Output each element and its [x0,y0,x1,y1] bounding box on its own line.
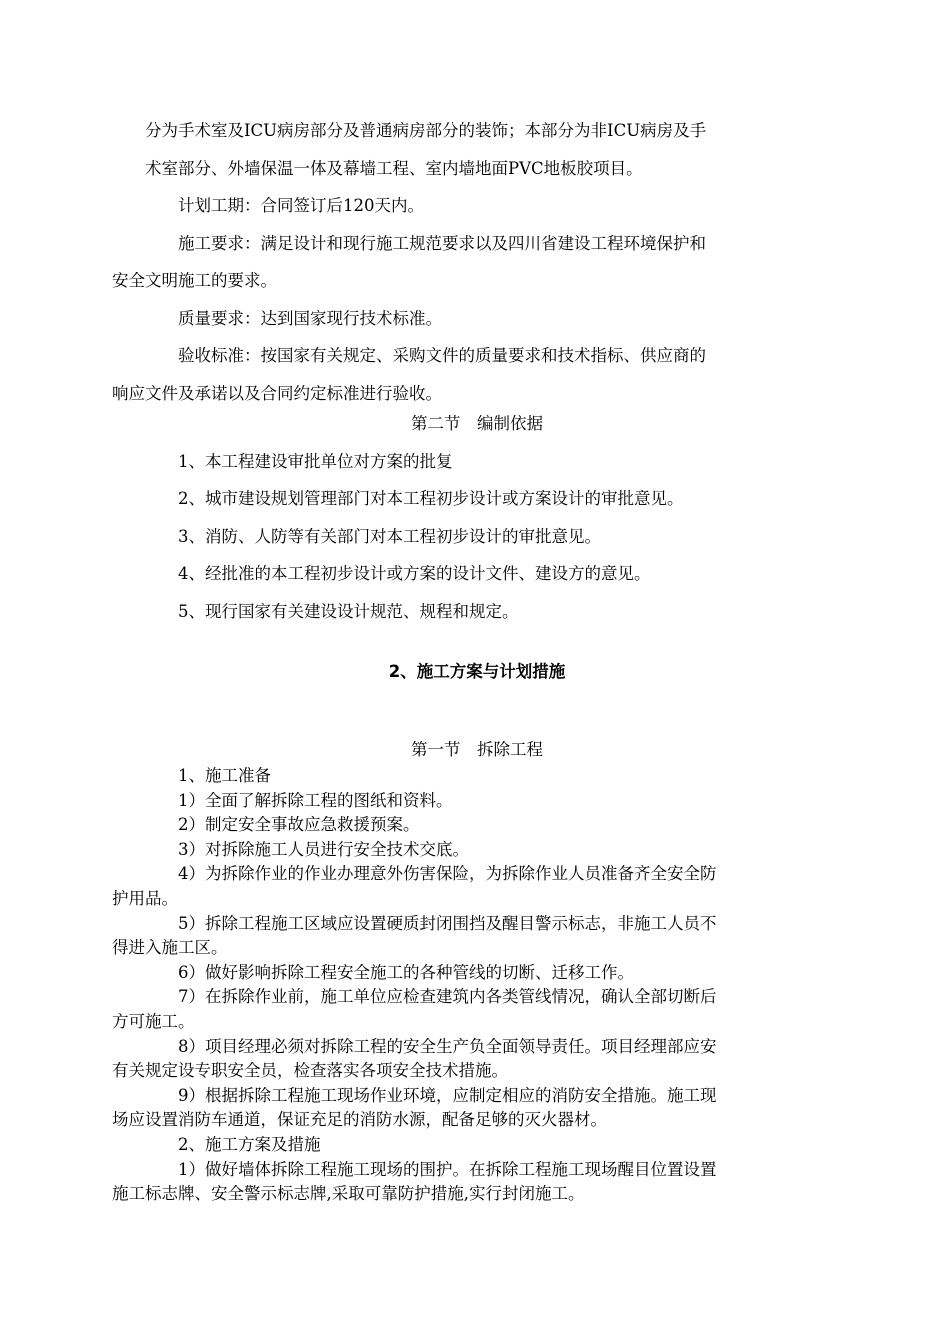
chapter-heading-block [145,658,809,682]
prep-5-line-2: 得进入施工区。 [112,938,228,958]
basis-item: 4、经批准的本工程初步设计或方案的设计文件、建设方的意见。 [178,564,651,583]
basis-item: 5、现行国家有关建设设计规范、规程和规定。 [178,601,519,621]
scope-paragraph [145,112,809,187]
prep-item [112,1084,809,1133]
prep-item [112,912,809,961]
prep-item: 6）做好影响拆除工程安全施工的各种管线的切断、迁移工作。 [178,962,634,982]
prep-item: 2）制定安全事故应急救援预案。 [178,815,420,835]
prep-item: 3）对拆除施工人员进行安全技术交底。 [178,839,469,859]
compilation-basis-section [145,405,809,630]
scope-line-1: 分为手术室及ICU病房部分及普通病房部分的装饰；本部分为非ICU病房及手 [145,121,707,140]
prep-8-line-1: 8）项目经理必须对拆除工程的安全生产负全面领导责任。项目经理部应安 [178,1036,717,1056]
section-title: 第一节 拆除工程 [411,740,543,759]
prep-9-line-1: 9）根据拆除工程施工现场作业环境，应制定相应的消防安全措施。施工现 [178,1085,717,1105]
chapter-title: 2、施工方案与计划措施 [388,662,566,681]
subsection-title: 1、施工准备 [178,766,271,785]
prep-7-line-1: 7）在拆除作业前，施工单位应检查建筑内各类管线情况，确认全部切断后 [178,987,717,1007]
prep-item [112,1035,809,1084]
acceptance-paragraph [112,337,809,412]
prep-7-line-2: 方可施工。 [112,1011,195,1031]
acceptance-line-2: 响应文件及承诺以及合同约定标准进行验收。 [112,383,442,403]
demolition-section [112,764,809,1207]
plan-1-line-2: 施工标志牌、安全警示标志牌,采取可靠防护措施,实行封闭施工。 [112,1184,585,1204]
prep-4-line-2: 护用品。 [112,888,178,908]
quality-requirements-paragraph: 质量要求：达到国家现行技术标准。 [178,308,442,328]
subsection-title: 2、施工方案及措施 [178,1134,321,1154]
project-overview [112,112,809,412]
basis-item: 2、城市建设规划管理部门对本工程初步设计或方案设计的审批意见。 [178,489,684,508]
schedule-paragraph: 计划工期：合同签订后120天内。 [178,196,424,215]
scope-line-2: 术室部分、外墙保温一体及幕墙工程、室内墙地面PVC地板胶项目。 [145,158,643,178]
prep-item: 1）全面了解拆除工程的图纸和资料。 [178,790,453,810]
acceptance-line-1: 验收标准：按国家有关规定、采购文件的质量要求和技术指标、供应商的 [178,346,706,365]
basis-item: 1、本工程建设审批单位对方案的批复 [178,451,453,471]
construction-requirements-paragraph [112,225,809,300]
prep-item [112,862,809,911]
prep-5-line-1: 5）拆除工程施工区域应设置硬质封闭围挡及醒目警示标志，非施工人员不 [178,913,717,933]
prep-8-line-2: 有关规定设专职安全员，检查落实各项安全技术措施。 [112,1061,508,1081]
prep-item [112,985,809,1034]
section-title: 第二节 编制依据 [411,414,543,433]
plan-item [112,1158,809,1207]
demolition-section-title-block [145,738,809,762]
prep-9-line-2: 场应设置消防车通道，保证充足的消防水源，配备足够的灭火器材。 [112,1110,607,1130]
prep-4-line-1: 4）为拆除作业的作业办理意外伤害保险，为拆除作业人员准备齐全安全防 [178,864,717,884]
construction-req-line-1: 施工要求：满足设计和现行施工规范要求以及四川省建设工程环境保护和 [178,233,706,253]
construction-req-line-2: 安全文明施工的要求。 [112,271,277,290]
basis-item: 3、消防、人防等有关部门对本工程初步设计的审批意见。 [178,526,601,546]
plan-1-line-1: 1）做好墙体拆除工程施工现场的围护。在拆除工程施工现场醒目位置设置 [178,1159,717,1179]
